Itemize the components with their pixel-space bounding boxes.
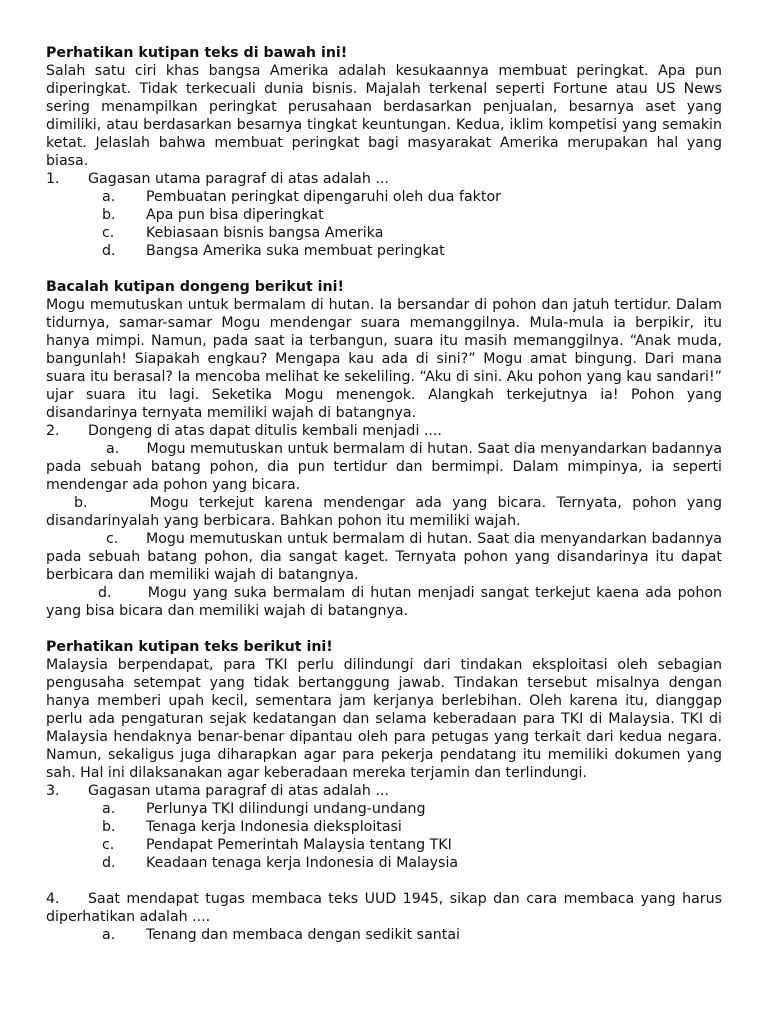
question-2-option-d: d. Mogu yang suka bermalam di hutan menjadi sangat terkejut kaena ada pohon yang bisa bicara dan memiliki wajah di batangnya. (46, 585, 722, 619)
question-1 (46, 170, 722, 188)
question-4-text: Saat mendapat tugas membaca teks UUD 1945, sikap dan cara membaca yang harus diperhatikan adalah .... (46, 891, 722, 925)
question-2-option-a: a. Mogu memutuskan untuk bermalam di hutan. Saat dia menyandarkan badannya pada sebuah batang pohon, dia pun tertidur dan bermimpi. Dalam mimpinya, ia seperti mendengar ada pohon yang bicara. (46, 441, 723, 493)
question-1-text: Gagasan utama paragraf di atas adalah ... (88, 171, 389, 187)
section-1-passage: Salah satu ciri khas bangsa Amerika adalah kesukaannya membuat peringkat. Apa pun diperingkat. Tidak terkecuali dunia bisnis. Majalah terkenal seperti Fortune atau US News sering menampilkan peringkat perusahaan berdasarkan penjualan, besarnya aset yang dimiliki, atau berdasarkan besarnya tingkat keuntungan. Kedua, iklim kompetisi yang semakin ketat. Jelaslah bahwa membuat peringkat bagi masyarakat Amerika merupakan hal yang biasa. (46, 63, 722, 169)
question-3 (46, 782, 722, 800)
question-3-option-d: d. Keadaan tenaga kerja Indonesia di Malaysia (102, 855, 459, 871)
question-3-option-b: b. Tenaga kerja Indonesia dieksploitasi (102, 819, 402, 835)
question-2-option-b: b. Mogu terkejut karena mendengar ada yang bicara. Ternyata, pohon yang disandarinyalah yang berbicara. Bahkan pohon itu memiliki wajah. (46, 495, 722, 529)
question-1-option-a: a. Pembuatan peringkat dipengaruhi oleh dua faktor (102, 189, 501, 205)
section-3-passage: Malaysia berpendapat, para TKI perlu dilindungi dari tindakan eksploitasi oleh sebagian pengusaha setempat yang tidak bertanggung jawab. Tindakan tersebut misalnya dengan hanya memberi upah kecil, sementara jam kerjanya berlebihan. Oleh karena itu, dianggap perlu ada pengaturan sejak kedatangan dan selama keberadaan para TKI di Malaysia. TKI di Malaysia hendaknya benar-benar dipantau oleh para petugas yang terkait dari kedua negara. Namun, sekaligus juga diharapkan agar para pekerja pendatang itu memiliki dokumen yang sah. Hal ini dilaksanakan agar keberadaan mereka terjamin dan terlindungi. (46, 657, 722, 781)
question-1-option-c: c. Kebiasaan bisnis bangsa Amerika (102, 225, 384, 241)
question-4 (46, 890, 722, 926)
spacer (46, 620, 722, 638)
question-3-number: 3. (46, 783, 60, 799)
spacer (46, 872, 722, 890)
question-2-text: Dongeng di atas dapat ditulis kembali menjadi .... (88, 423, 442, 439)
question-2-option-c: c. Mogu memutuskan untuk bermalam di hutan. Saat dia menyandarkan badannya pada sebuah batang pohon, dia sangat kaget. Ternyata pohon yang disandarinya itu dapat berbicara dan memiliki wajah di batangnya. (46, 531, 723, 583)
question-4-number: 4. (46, 891, 60, 907)
section-3-heading: Perhatikan kutipan teks berikut ini! (46, 639, 333, 655)
question-3-text: Gagasan utama paragraf di atas adalah ... (88, 783, 389, 799)
question-3-option-c: c. Pendapat Pemerintah Malaysia tentang TKI (102, 837, 452, 853)
section-2-heading: Bacalah kutipan dongeng berikut ini! (46, 279, 344, 295)
section-1-heading: Perhatikan kutipan teks di bawah ini! (46, 45, 348, 61)
question-3-option-a: a. Perlunya TKI dilindungi undang-undang (102, 801, 426, 817)
question-2-number: 2. (46, 423, 60, 439)
question-1-option-d: d. Bangsa Amerika suka membuat peringkat (102, 243, 445, 259)
question-1-number: 1. (46, 171, 60, 187)
question-4-option-a: a. Tenang dan membaca dengan sedikit santai (102, 927, 460, 943)
spacer (46, 260, 722, 278)
section-2-passage: Mogu memutuskan untuk bermalam di hutan. Ia bersandar di pohon dan jatuh tertidur. Dalam tidurnya, samar-samar Mogu mendengar suara memanggilnya. Mula-mula ia berpikir, itu hanya mimpi. Namun, pada saat ia terbangun, suara itu masih memanggilnya. “Anak muda, bangunlah! Siapakah engkau? Mengapa kau ada di sini?” Mogu amat bingung. Dari mana suara itu berasal? Ia mencoba melihat ke sekeliling. “Aku di sini. Aku pohon yang kau sandari!” ujar suara itu lagi. Seketika Mogu menengok. Alangkah terkejutnya ia! Pohon yang disandarinya ternyata memiliki wajah di batangnya. (46, 297, 722, 421)
question-2 (46, 422, 722, 440)
question-1-option-b: b. Apa pun bisa diperingkat (102, 207, 324, 223)
